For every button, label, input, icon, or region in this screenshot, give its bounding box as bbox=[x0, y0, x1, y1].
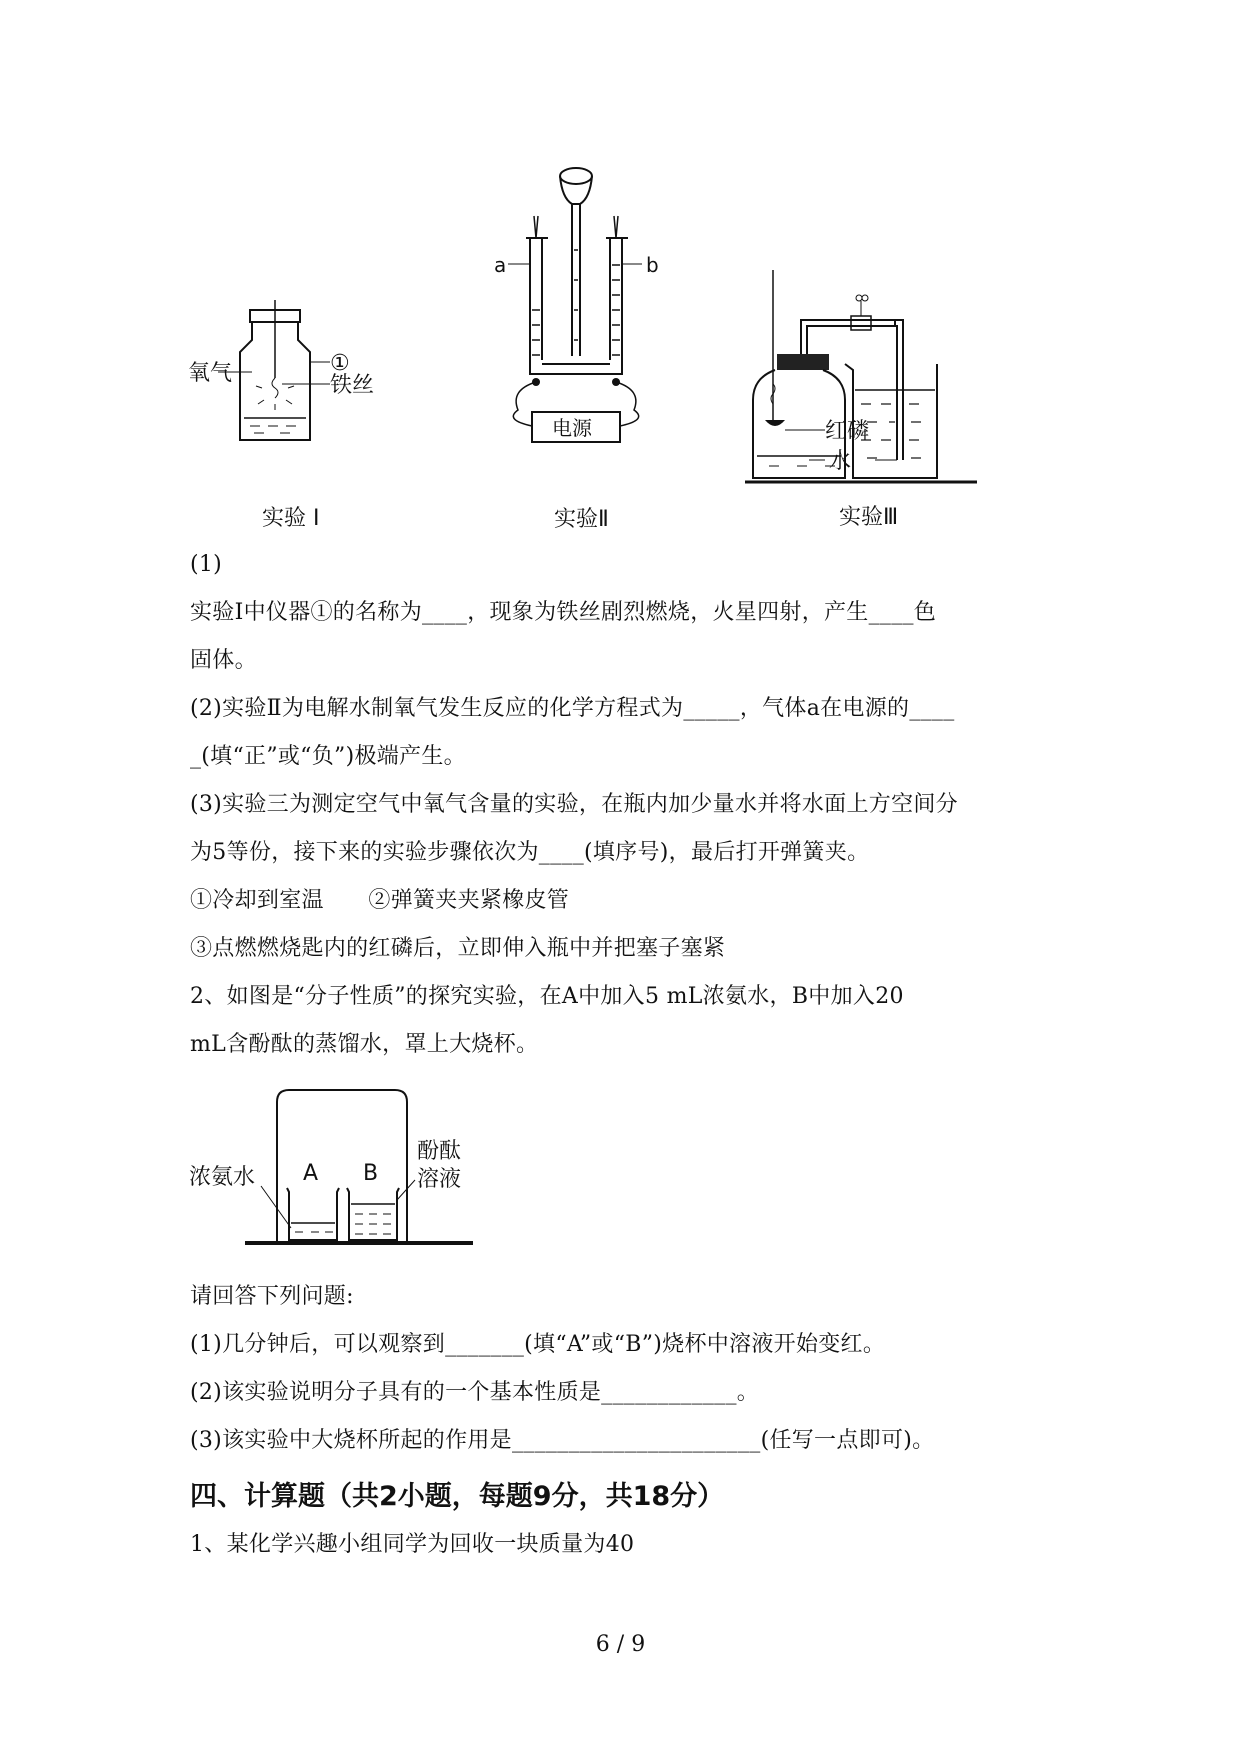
section-4-q1: 1、某化学兴趣小组同学为回收一块质量为40 bbox=[190, 1532, 635, 1557]
q2-sub1: (1)几分钟后，可以观察到_______(填“A”或“B”)烧杯中溶液开始变红。 bbox=[190, 1332, 886, 1357]
caption-experiment-2: 实验Ⅱ bbox=[554, 507, 609, 532]
caption-experiment-1: 实验 I bbox=[262, 506, 320, 531]
figure-experiment-2 bbox=[490, 160, 670, 540]
q1-steps-line1: ①冷却到室温 ②弹簧夹夹紧橡皮管 bbox=[190, 888, 570, 913]
figure-experiment-3 bbox=[745, 270, 985, 540]
section-4-heading: 四、计算题（共2小题，每题9分，共18分） bbox=[190, 1481, 725, 1512]
label-oxygen: 氧气 bbox=[188, 361, 233, 386]
label-beaker-b: B bbox=[363, 1161, 379, 1186]
caption-experiment-3: 实验Ⅲ bbox=[839, 505, 899, 530]
label-ammonia: 浓氨水 bbox=[189, 1165, 256, 1190]
q2-intro-line2: mL含酚酞的蒸馏水，罩上大烧杯。 bbox=[190, 1032, 539, 1057]
label-gas-b: b bbox=[646, 253, 659, 277]
label-marker-1: ① bbox=[330, 351, 350, 376]
q2-sub2: (2)该实验说明分子具有的一个基本性质是____________。 bbox=[190, 1380, 760, 1405]
q2-sub3: (3)该实验中大烧杯所起的作用是______________________(任写一点即可)。 bbox=[190, 1428, 935, 1453]
label-red-phosphorus: 红磷 bbox=[825, 419, 870, 444]
q1-part2-line1: (2)实验Ⅱ为电解水制氧气发生反应的化学方程式为_____，气体a在电源的____ bbox=[190, 696, 955, 721]
label-phenolphthalein: 酚酞 bbox=[417, 1139, 462, 1164]
figure-molecule-experiment bbox=[185, 1080, 485, 1255]
label-water: 水 bbox=[829, 449, 852, 474]
page-number: 6 / 9 bbox=[595, 1632, 646, 1657]
label-iron-wire: 铁丝 bbox=[330, 373, 375, 398]
label-power-source: 电源 bbox=[552, 416, 592, 440]
q1-part1-line2: 固体。 bbox=[190, 648, 257, 673]
q1-part3-line2: 为5等份，接下来的实验步骤依次为____(填序号)，最后打开弹簧夹。 bbox=[190, 840, 870, 865]
q1-part1-line1: 实验I中仪器①的名称为____，现象为铁丝剧烈燃烧，火星四射，产生____色 bbox=[190, 600, 937, 625]
q2-intro-line1: 2、如图是“分子性质”的探究实验，在A中加入5 mL浓氨水，B中加入20 bbox=[190, 984, 904, 1009]
label-beaker-a: A bbox=[303, 1161, 319, 1186]
q2-prompt: 请回答下列问题: bbox=[190, 1284, 354, 1309]
label-gas-a: a bbox=[494, 253, 507, 277]
q1-part3-line1: (3)实验三为测定空气中氧气含量的实验，在瓶内加少量水并将水面上方空间分 bbox=[190, 792, 958, 817]
q1-part2-line2: _(填“正”或“负”)极端产生。 bbox=[190, 744, 466, 769]
q1-steps-line2: ③点燃燃烧匙内的红磷后，立即伸入瓶中并把塞子塞紧 bbox=[190, 936, 726, 961]
q1-part-marker: (1) bbox=[190, 552, 223, 577]
figure-experiment-1 bbox=[180, 300, 420, 540]
label-solution: 溶液 bbox=[417, 1167, 462, 1192]
